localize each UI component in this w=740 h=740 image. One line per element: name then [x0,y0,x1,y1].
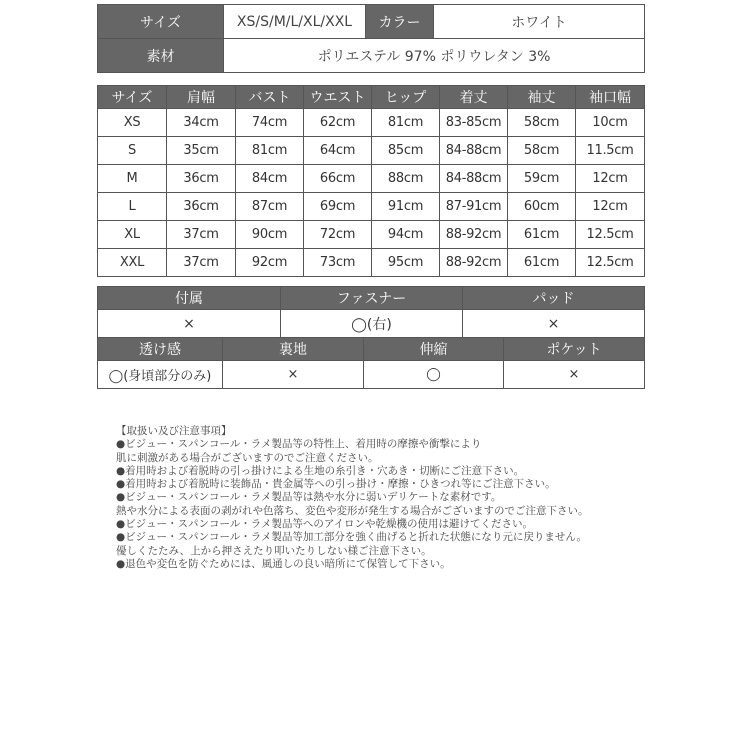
accessory-value: × [98,310,281,338]
table-cell: 85cm [372,137,440,165]
table-cell: 37cm [167,221,236,249]
table-cell: 88cm [372,165,440,193]
size-label: サイズ [98,5,224,39]
column-header-accessory: 付属 [98,287,281,310]
table-cell: 35cm [167,137,236,165]
accessories-header [98,287,645,310]
table-row [98,221,645,249]
column-header-bust: バスト [236,86,304,109]
table-cell: 66cm [304,165,372,193]
pad-value: × [463,310,645,338]
care-notes [116,425,636,571]
table-cell: 72cm [304,221,372,249]
features-header [98,338,645,361]
stretch-value: ◯ [364,361,504,389]
table-cell: 64cm [304,137,372,165]
table-cell: 88-92cm [440,221,508,249]
note-line: ●ビジュー・スパンコール・ラメ製品等加工部分を強く曲げると折れた状態になり元に戻りません。 [116,531,588,544]
sheerness-value: ◯(身頃部分のみ) [98,361,223,389]
table-cell: 95cm [372,249,440,277]
table-cell: 88-92cm [440,249,508,277]
features-values [98,361,645,389]
table-cell: 11.5cm [576,137,645,165]
color-label: カラー [366,5,434,39]
table-cell: 37cm [167,249,236,277]
size-table [97,85,645,277]
column-header-pocket: ポケット [504,338,645,361]
material-label: 素材 [98,39,224,73]
pocket-value: × [504,361,645,389]
lining-value: × [223,361,364,389]
table-cell: 34cm [167,109,236,137]
column-header-pad: パッド [463,287,645,310]
table-cell: 83-85cm [440,109,508,137]
table-cell: 12.5cm [576,221,645,249]
notes-heading: 【取扱い及び注意事項】 [116,425,232,437]
table-cell: 12cm [576,193,645,221]
table-cell: 84cm [236,165,304,193]
column-header-lining: 裏地 [223,338,364,361]
note-line: ●ビジュー・スパンコール・ラメ製品等の特性上、着用時の摩擦や衝撃により [116,438,482,451]
table-cell: 69cm [304,193,372,221]
table-row [98,137,645,165]
table-cell: 91cm [372,193,440,221]
table-cell: 58cm [508,137,576,165]
table-cell: 59cm [508,165,576,193]
table-cell: M [98,165,167,193]
table-cell: S [98,137,167,165]
table-cell: 84-88cm [440,137,508,165]
table-cell: 73cm [304,249,372,277]
note-line: 熱や水分による表面の剥がれや色落ち、変色や変形が発生する場合がございますのでご注意下さい。 [116,504,589,517]
table-cell: 81cm [372,109,440,137]
table-cell: 12.5cm [576,249,645,277]
size-table-header [98,86,645,109]
table-cell: XS [98,109,167,137]
table-cell: 62cm [304,109,372,137]
table-row [98,193,645,221]
table-row [98,109,645,137]
column-header-size: サイズ [98,86,167,109]
color-value: ホワイト [434,5,645,39]
column-header-length: 着丈 [440,86,508,109]
column-header-shoulder: 肩幅 [167,86,236,109]
table-cell: 90cm [236,221,304,249]
table-cell: 87-91cm [440,193,508,221]
table-cell: 36cm [167,193,236,221]
table-cell: 74cm [236,109,304,137]
table-cell: 12cm [576,165,645,193]
material-value: ポリエステル 97% ポリウレタン 3% [224,39,645,73]
accessories-table [97,286,645,338]
table-cell: 94cm [372,221,440,249]
accessories-values [98,310,645,338]
column-header-cuff: 袖口幅 [576,86,645,109]
info-row-size-color [98,5,645,39]
column-header-zipper: ファスナー [281,287,463,310]
table-cell: 61cm [508,249,576,277]
note-line: ●ビジュー・スパンコール・ラメ製品等へのアイロンや乾燥機の使用は避けてください。 [116,518,533,531]
note-line: ●ビジュー・スパンコール・ラメ製品等は熱や水分に弱いデリケートな素材です。 [116,491,502,504]
note-line: ●着用時および着脱時に装飾品・貴金属等への引っ掛け・摩擦・ひきつれ等にご注意下さい。 [116,478,556,491]
table-cell: L [98,193,167,221]
table-cell: 10cm [576,109,645,137]
column-header-hip: ヒップ [372,86,440,109]
note-line: 肌に刺激がある場合がございますのでご注意ください。 [116,451,379,464]
table-row [98,249,645,277]
table-cell: 87cm [236,193,304,221]
note-line: ●退色や変色を防ぐためには、風通しの良い暗所にて保管して下さい。 [116,557,451,570]
table-cell: 92cm [236,249,304,277]
table-cell: 61cm [508,221,576,249]
info-row-material [98,39,645,73]
size-value: XS/S/M/L/XL/XXL [224,5,366,39]
table-cell: 58cm [508,109,576,137]
zipper-value: ◯(右) [281,310,463,338]
column-header-stretch: 伸縮 [364,338,504,361]
note-line: ●着用時および着脱時の引っ掛けによる生地の糸引き・穴あき・切断にご注意下さい。 [116,464,525,477]
table-row [98,165,645,193]
table-cell: 36cm [167,165,236,193]
features-table [97,337,645,389]
table-cell: 84-88cm [440,165,508,193]
product-info-table [97,4,645,73]
table-cell: 60cm [508,193,576,221]
column-header-sleeve: 袖丈 [508,86,576,109]
table-cell: XL [98,221,167,249]
table-cell: XXL [98,249,167,277]
note-line: 優しくたたみ、上から押さえたり叩いたりしない様ご注意下さい。 [116,544,432,557]
column-header-waist: ウエスト [304,86,372,109]
column-header-sheerness: 透け感 [98,338,223,361]
table-cell: 81cm [236,137,304,165]
